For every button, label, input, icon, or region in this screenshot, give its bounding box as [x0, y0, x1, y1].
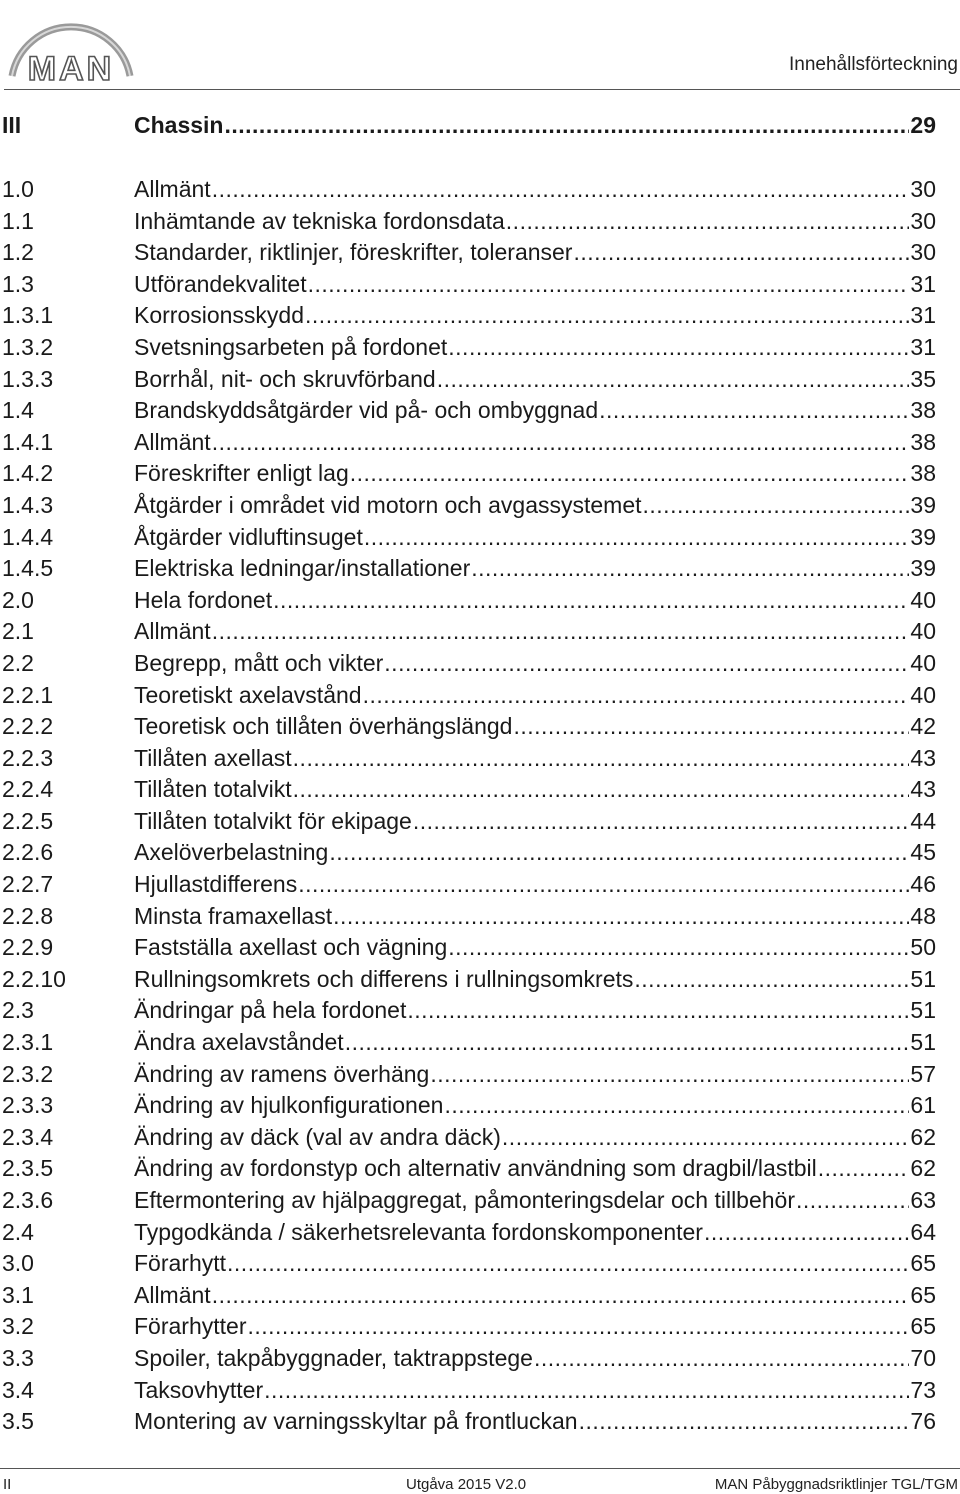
toc-entry-title: Hela fordonet	[134, 586, 273, 613]
toc-entry-number: 3.1	[2, 1281, 34, 1308]
toc-leader-dots	[579, 1408, 910, 1435]
toc-entry-page: 45	[910, 839, 936, 866]
toc-entry-title: Eftermontering av hjälpaggregat, påmonteringsdelar och tillbehör	[134, 1187, 796, 1213]
toc-leader-dots	[444, 1092, 909, 1119]
toc-entry-number: 3.0	[2, 1250, 34, 1277]
toc-entry-page: 44	[910, 807, 936, 834]
table-of-contents	[2, 112, 936, 1440]
toc-leader-dots	[430, 1061, 909, 1088]
toc-entry-number: 2.3.1	[2, 1029, 54, 1056]
toc-entry-page: 51	[910, 997, 936, 1024]
toc-entry[interactable]	[2, 871, 936, 903]
toc-entry[interactable]	[2, 1029, 936, 1061]
toc-leader-dots	[413, 808, 910, 835]
toc-leader-dots	[247, 1313, 909, 1340]
header-title: Innehållsförteckning	[789, 54, 958, 75]
toc-spacer	[2, 144, 936, 176]
toc-leader-dots	[273, 587, 909, 614]
toc-entry-title: Förarhytt	[134, 1250, 227, 1277]
toc-entry-number: 2.3.3	[2, 1092, 54, 1119]
toc-entry-number: 2.2.5	[2, 807, 54, 834]
toc-entry[interactable]	[2, 492, 936, 524]
toc-entry-number: 3.3	[2, 1344, 34, 1371]
toc-entry-page: 38	[910, 397, 936, 424]
toc-entry-title: Axelöverbelastning	[134, 839, 329, 866]
toc-entry-title: Inhämtande av tekniska fordonsdata	[134, 207, 505, 234]
toc-entry[interactable]	[2, 1345, 936, 1377]
toc-entry-title: Föreskrifter enligt lag	[134, 460, 349, 487]
toc-entry-number: 1.4	[2, 397, 34, 424]
toc-entry-title: Ändring av fordonstyp och alternativ användning som dragbil/lastbil	[134, 1155, 817, 1182]
toc-entry-page: 42	[910, 713, 936, 740]
toc-entry[interactable]	[2, 682, 936, 714]
toc-entry-number: 2.2.8	[2, 902, 54, 929]
toc-entry[interactable]	[2, 1377, 936, 1409]
toc-entry-title: Förarhytter	[134, 1313, 247, 1340]
toc-entry-number: 2.0	[2, 586, 34, 613]
toc-entry-page: 40	[910, 586, 936, 613]
toc-entry-title: Begrepp, mått och vikter	[134, 649, 384, 676]
toc-entry[interactable]	[2, 208, 936, 240]
toc-entry[interactable]	[2, 1408, 936, 1440]
toc-entry[interactable]	[2, 1282, 936, 1314]
toc-leader-dots	[329, 839, 909, 866]
toc-leader-dots	[818, 1155, 910, 1182]
toc-leader-dots	[534, 1345, 909, 1372]
toc-entry[interactable]	[2, 239, 936, 271]
toc-entry-page: 38	[910, 428, 936, 455]
toc-leader-dots	[345, 1029, 910, 1056]
logo-text: MAN	[27, 50, 115, 84]
toc-entry-title: Teoretisk och tillåten överhängslängd	[134, 713, 513, 740]
toc-leader-dots	[212, 1282, 910, 1309]
toc-leader-dots	[308, 271, 910, 298]
toc-entry[interactable]	[2, 1124, 936, 1156]
toc-entry[interactable]	[2, 650, 936, 682]
toc-entry-page: 48	[910, 902, 936, 929]
toc-entry-page: 65	[910, 1250, 936, 1277]
toc-entry[interactable]	[2, 618, 936, 650]
toc-part-title: Chassin	[134, 112, 224, 138]
toc-entry[interactable]	[2, 745, 936, 777]
toc-entry[interactable]	[2, 397, 936, 429]
toc-entry-page: 43	[910, 744, 936, 771]
toc-entry-page: 62	[910, 1155, 936, 1182]
toc-entry-title: Allmänt	[134, 618, 211, 645]
toc-entry-number: 2.4	[2, 1218, 34, 1245]
toc-entry-number: 2.3.2	[2, 1060, 54, 1087]
toc-leader-dots	[363, 682, 910, 709]
toc-entry[interactable]	[2, 839, 936, 871]
toc-entry-title: Ändring av hjulkonfigurationen	[134, 1092, 444, 1119]
toc-leader-dots	[212, 429, 910, 456]
toc-entry-title: Allmänt	[134, 428, 211, 455]
toc-entry[interactable]	[2, 555, 936, 587]
toc-leader-dots	[448, 934, 909, 961]
page-header	[0, 0, 960, 92]
toc-entry-title: Ändringar på hela fordonet	[134, 997, 407, 1024]
toc-entry-title: Korrosionsskydd	[134, 302, 305, 329]
toc-leader-dots	[704, 1219, 909, 1246]
toc-entry[interactable]	[2, 1155, 936, 1187]
toc-entry-title: Tillåten axellast	[134, 744, 292, 771]
toc-entry-number: 2.2.3	[2, 744, 54, 771]
page-footer	[0, 1476, 960, 1494]
toc-entry-title: Ändring av däck (val av andra däck)	[134, 1123, 501, 1150]
toc-entry-title: Rullningsomkrets och differens i rullningsomkrets	[134, 965, 634, 992]
toc-entry-page: 31	[910, 333, 936, 360]
toc-entry-title: Minsta framaxellast	[134, 902, 333, 929]
toc-part-heading[interactable]	[2, 112, 936, 144]
toc-leader-dots	[212, 176, 910, 203]
toc-entry-number: 3.2	[2, 1313, 34, 1340]
toc-entry[interactable]	[2, 1187, 936, 1219]
footer-divider	[0, 1468, 960, 1469]
toc-entry-page: 51	[910, 965, 936, 992]
toc-entry-title: Ändra axelavståndet	[134, 1029, 344, 1056]
toc-entry-title: Allmänt	[134, 1281, 211, 1308]
toc-entry-page: 46	[910, 871, 936, 898]
toc-leader-dots	[224, 112, 909, 139]
toc-entry-number: 2.2.1	[2, 681, 54, 708]
toc-entry-number: 2.2.10	[2, 965, 66, 992]
toc-entry-number: 1.3.2	[2, 333, 54, 360]
toc-entry-title: Montering av varningsskyltar på frontluckan	[134, 1408, 578, 1435]
toc-leader-dots	[364, 524, 910, 551]
toc-entry-number: 1.4.3	[2, 491, 54, 518]
toc-entry-page: 31	[910, 302, 936, 329]
toc-leader-dots	[384, 650, 909, 677]
toc-entry-title: Utförandekvalitet	[134, 270, 307, 297]
footer-document-title: MAN Påbyggnadsriktlinjer TGL/TGM	[714, 1476, 958, 1493]
toc-entry-page: 39	[910, 491, 936, 518]
toc-part-page: 29	[910, 112, 936, 138]
toc-entry-number: 3.5	[2, 1408, 34, 1435]
toc-leader-dots	[573, 239, 909, 266]
toc-entry-page: 62	[910, 1123, 936, 1150]
toc-leader-dots	[212, 618, 910, 645]
toc-entry-number: 2.3.4	[2, 1123, 54, 1150]
toc-entry-page: 30	[910, 207, 936, 234]
toc-entry-title: Standarder, riktlinjer, föreskrifter, toleranser	[134, 239, 573, 266]
toc-entry-page: 76	[910, 1408, 936, 1435]
toc-entry-number: 2.2.9	[2, 934, 54, 961]
toc-entry-number: 2.3.6	[2, 1187, 54, 1213]
toc-entry-number: 1.3.3	[2, 365, 54, 392]
toc-entry-number: 1.2	[2, 239, 34, 266]
toc-entry[interactable]	[2, 302, 936, 334]
toc-entry-title: Spoiler, takpåbyggnader, taktrappstege	[134, 1344, 533, 1371]
toc-entry[interactable]	[2, 808, 936, 840]
toc-entry-page: 50	[910, 934, 936, 961]
toc-entry-title: Åtgärder i området vid motorn och avgassystemet	[134, 491, 642, 518]
toc-entry-number: 2.3.5	[2, 1155, 54, 1182]
toc-entry[interactable]	[2, 1092, 936, 1124]
toc-leader-dots	[448, 334, 909, 361]
toc-entry-number: 2.2.4	[2, 776, 54, 803]
toc-entry-page: 39	[910, 555, 936, 582]
toc-entry-page: 40	[910, 618, 936, 645]
toc-entry-number: 1.3.1	[2, 302, 54, 329]
toc-entry-title: Typgodkända / säkerhetsrelevanta fordonskomponenter	[134, 1218, 703, 1245]
toc-entry[interactable]	[2, 587, 936, 619]
toc-leader-dots	[293, 776, 910, 803]
toc-entry[interactable]	[2, 1061, 936, 1093]
toc-leader-dots	[298, 871, 909, 898]
toc-entry[interactable]	[2, 524, 936, 556]
toc-entry-title: Allmänt	[134, 176, 211, 202]
toc-entry-page: 63	[910, 1187, 936, 1213]
toc-entry-number: 2.3	[2, 997, 34, 1024]
toc-entry[interactable]	[2, 776, 936, 808]
toc-entry-page: 31	[910, 270, 936, 297]
toc-entry-number: 1.4.4	[2, 523, 54, 550]
toc-entry-number: 2.2.6	[2, 839, 54, 866]
toc-leader-dots	[643, 492, 910, 519]
toc-leader-dots	[437, 366, 910, 393]
toc-entry-page: 39	[910, 523, 936, 550]
toc-entry-number: 2.2.7	[2, 871, 54, 898]
toc-entries	[2, 176, 936, 1440]
toc-entry-title: Ändring av ramens överhäng	[134, 1060, 430, 1087]
toc-entry-title: Brandskyddsåtgärder vid på- och ombyggnad	[134, 397, 599, 424]
toc-entry[interactable]	[2, 334, 936, 366]
toc-entry-number: 1.4.1	[2, 428, 54, 455]
toc-entry-title: Hjullastdifferens	[134, 871, 298, 898]
header-divider	[4, 89, 960, 90]
toc-entry[interactable]	[2, 460, 936, 492]
toc-entry-page: 38	[910, 460, 936, 487]
toc-entry[interactable]	[2, 271, 936, 303]
toc-leader-dots	[634, 966, 909, 993]
toc-entry-number: 2.1	[2, 618, 34, 645]
toc-entry-title: Taksovhytter	[134, 1376, 264, 1403]
toc-entry-page: 65	[910, 1313, 936, 1340]
toc-entry-number: 1.1	[2, 207, 34, 234]
toc-entry-title: Elektriska ledningar/installationer	[134, 555, 471, 582]
toc-leader-dots	[293, 745, 910, 772]
toc-entry-number: 1.4.2	[2, 460, 54, 487]
toc-entry-page: 65	[910, 1281, 936, 1308]
toc-entry-title: Teoretiskt axelavstånd	[134, 681, 362, 708]
toc-entry-page: 40	[910, 681, 936, 708]
toc-leader-dots	[796, 1187, 909, 1214]
toc-entry-page: 57	[910, 1060, 936, 1087]
toc-entry-number: 2.2.2	[2, 713, 54, 740]
toc-entry-page: 30	[910, 239, 936, 266]
toc-entry[interactable]	[2, 713, 936, 745]
toc-entry[interactable]	[2, 1313, 936, 1345]
toc-entry-page: 40	[910, 649, 936, 676]
toc-entry[interactable]	[2, 366, 936, 398]
toc-entry-title: Tillåten totalvikt för ekipage	[134, 807, 412, 834]
toc-leader-dots	[305, 302, 909, 329]
man-logo	[4, 4, 138, 84]
toc-entry-title: Tillåten totalvikt	[134, 776, 292, 803]
toc-entry-number: 1.3	[2, 270, 34, 297]
toc-entry-page: 73	[910, 1376, 936, 1403]
toc-entry-title: Borrhål, nit- och skruvförband	[134, 365, 436, 392]
toc-entry[interactable]	[2, 176, 936, 208]
toc-entry-title: Åtgärder vidluftinsuget	[134, 523, 363, 550]
toc-leader-dots	[471, 555, 909, 582]
toc-entry[interactable]	[2, 997, 936, 1029]
footer-page-number: II	[3, 1476, 12, 1493]
toc-entry-number: 1.0	[2, 176, 34, 202]
toc-entry[interactable]	[2, 429, 936, 461]
toc-leader-dots	[264, 1377, 909, 1404]
toc-entry[interactable]	[2, 1219, 936, 1251]
footer-edition: Utgåva 2015 V2.0	[406, 1476, 527, 1493]
toc-entry-page: 43	[910, 776, 936, 803]
toc-entry-page: 64	[910, 1218, 936, 1245]
toc-entry-page: 61	[910, 1092, 936, 1119]
toc-entry-title: Svetsningsarbeten på fordonet	[134, 333, 448, 360]
toc-leader-dots	[502, 1124, 909, 1151]
toc-entry-number: 2.2	[2, 649, 34, 676]
toc-entry[interactable]	[2, 934, 936, 966]
toc-entry-page: 30	[910, 176, 936, 202]
toc-entry-number: 1.4.5	[2, 555, 54, 582]
toc-part-number: III	[2, 112, 22, 138]
toc-leader-dots	[513, 713, 909, 740]
toc-entry[interactable]	[2, 1250, 936, 1282]
toc-leader-dots	[333, 903, 909, 930]
toc-entry[interactable]	[2, 966, 936, 998]
toc-leader-dots	[227, 1250, 909, 1277]
toc-leader-dots	[350, 460, 910, 487]
toc-leader-dots	[407, 997, 909, 1024]
toc-leader-dots	[506, 208, 910, 235]
toc-entry-page: 70	[910, 1344, 936, 1371]
toc-leader-dots	[599, 397, 909, 424]
toc-entry-page: 35	[910, 365, 936, 392]
toc-entry[interactable]	[2, 903, 936, 935]
toc-entry-page: 51	[910, 1029, 936, 1056]
toc-entry-title: Fastställa axellast och vägning	[134, 934, 448, 961]
toc-entry-number: 3.4	[2, 1376, 34, 1403]
